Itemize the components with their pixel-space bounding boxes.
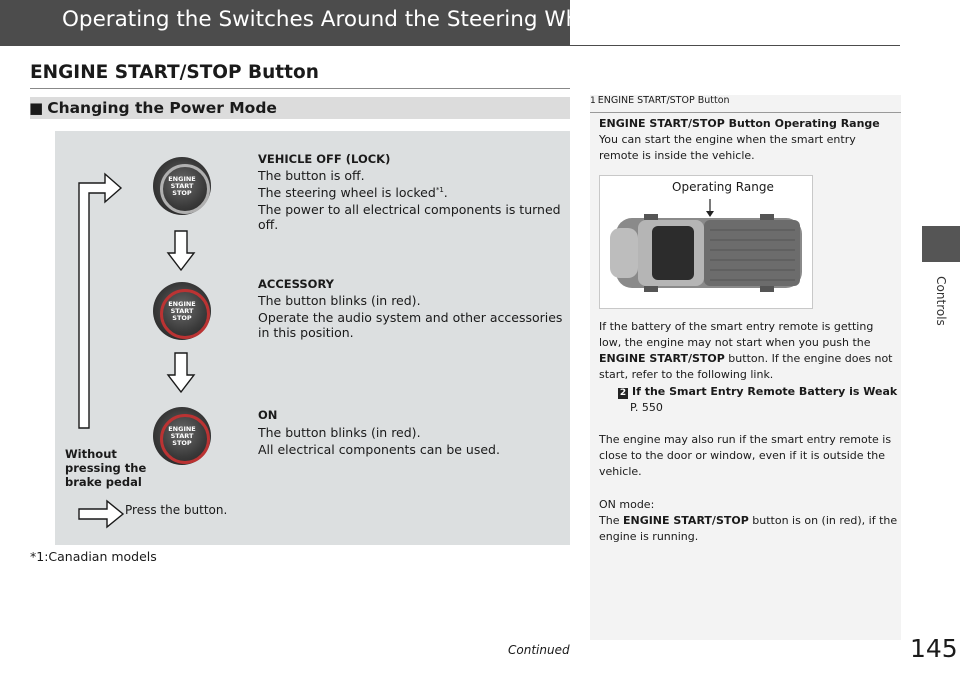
range-text: remote is inside the vehicle. <box>599 149 755 162</box>
engine-button-accessory: ENGINE START STOP <box>153 282 211 340</box>
chapter-tab-label: Controls <box>934 276 949 326</box>
on-mode-label: ON mode: <box>599 498 655 511</box>
without-brake-note: Without pressing the brake pedal <box>65 447 147 489</box>
square-bullet-icon: ■ <box>29 98 44 117</box>
engine-button-on: ENGINE START STOP <box>153 407 211 465</box>
weak-battery-link[interactable]: 2 If the Smart Entry Remote Battery is Weak <box>619 385 898 398</box>
mode-off-line: off. <box>258 217 279 232</box>
side-note-heading: 1 ENGINE START/STOP Button <box>590 95 730 106</box>
header-rule <box>570 45 900 46</box>
range-title: ENGINE START/STOP Button Operating Range <box>599 117 880 130</box>
footnote-ref: *1 <box>435 185 444 194</box>
down-arrow-icon <box>168 231 194 270</box>
mode-accessory-line: in this position. <box>258 325 354 340</box>
battery-text: ENGINE START/STOP button. If the engine does not <box>599 352 893 365</box>
link-arrow-icon: 2 <box>619 388 627 398</box>
page-title: Operating the Switches Around the Steering Wheel <box>62 7 612 32</box>
mode-off-line: The power to all electrical components is turned <box>258 202 561 217</box>
run-text: The engine may also run if the smart entry remote is <box>599 433 892 446</box>
operating-range-figure <box>599 175 813 309</box>
subsection-bar <box>30 97 570 119</box>
on-mode-text: The ENGINE START/STOP button is on (in red), if the <box>599 514 898 527</box>
mode-on-title: ON <box>258 408 278 422</box>
mode-off-line: The steering wheel is locked$^{*1}$. <box>258 185 448 200</box>
section-title: ENGINE START/STOP Button <box>30 62 319 83</box>
section-rule <box>30 88 570 89</box>
mode-on-line: The button blinks (in red). <box>258 425 421 440</box>
link-page: P. 550 <box>630 401 663 414</box>
page-number: 145 <box>910 634 958 663</box>
battery-text: If the battery of the smart entry remote is getting <box>599 320 874 333</box>
subsection-title: Changing the Power Mode <box>47 99 277 117</box>
mode-off-line: The button is off. <box>258 168 365 183</box>
run-text: vehicle. <box>599 465 642 478</box>
side-note-panel <box>590 95 901 640</box>
chapter-tab-marker <box>922 226 960 262</box>
on-mode-text: engine is running. <box>599 530 699 543</box>
down-arrow-icon <box>168 353 194 392</box>
loop-arrow-icon <box>79 174 121 428</box>
range-text: You can start the engine when the smart entry <box>599 133 856 146</box>
press-button-label: Press the button. <box>125 503 228 517</box>
note-marker-icon: 1 <box>590 95 596 106</box>
truck-illustration <box>600 176 814 310</box>
battery-text: start, refer to the following link. <box>599 368 774 381</box>
side-note-rule <box>590 112 901 113</box>
press-arrow-icon <box>79 501 123 527</box>
mode-on-line: All electrical components can be used. <box>258 442 500 457</box>
footnote: *1:Canadian models <box>30 549 157 564</box>
mode-accessory-title: ACCESSORY <box>258 277 335 291</box>
operating-range-label: Operating Range <box>672 180 774 194</box>
battery-text: low, the engine may not start when you push the <box>599 336 871 349</box>
mode-off-title: VEHICLE OFF (LOCK) <box>258 152 391 166</box>
continued-label: Continued <box>508 643 570 657</box>
mode-accessory-line: Operate the audio system and other accessories <box>258 310 563 325</box>
power-mode-figure <box>55 131 570 545</box>
run-text: close to the door or window, even if it is outside the <box>599 449 886 462</box>
engine-button-off: ENGINE START STOP <box>153 157 211 215</box>
mode-accessory-line: The button blinks (in red). <box>258 293 421 308</box>
